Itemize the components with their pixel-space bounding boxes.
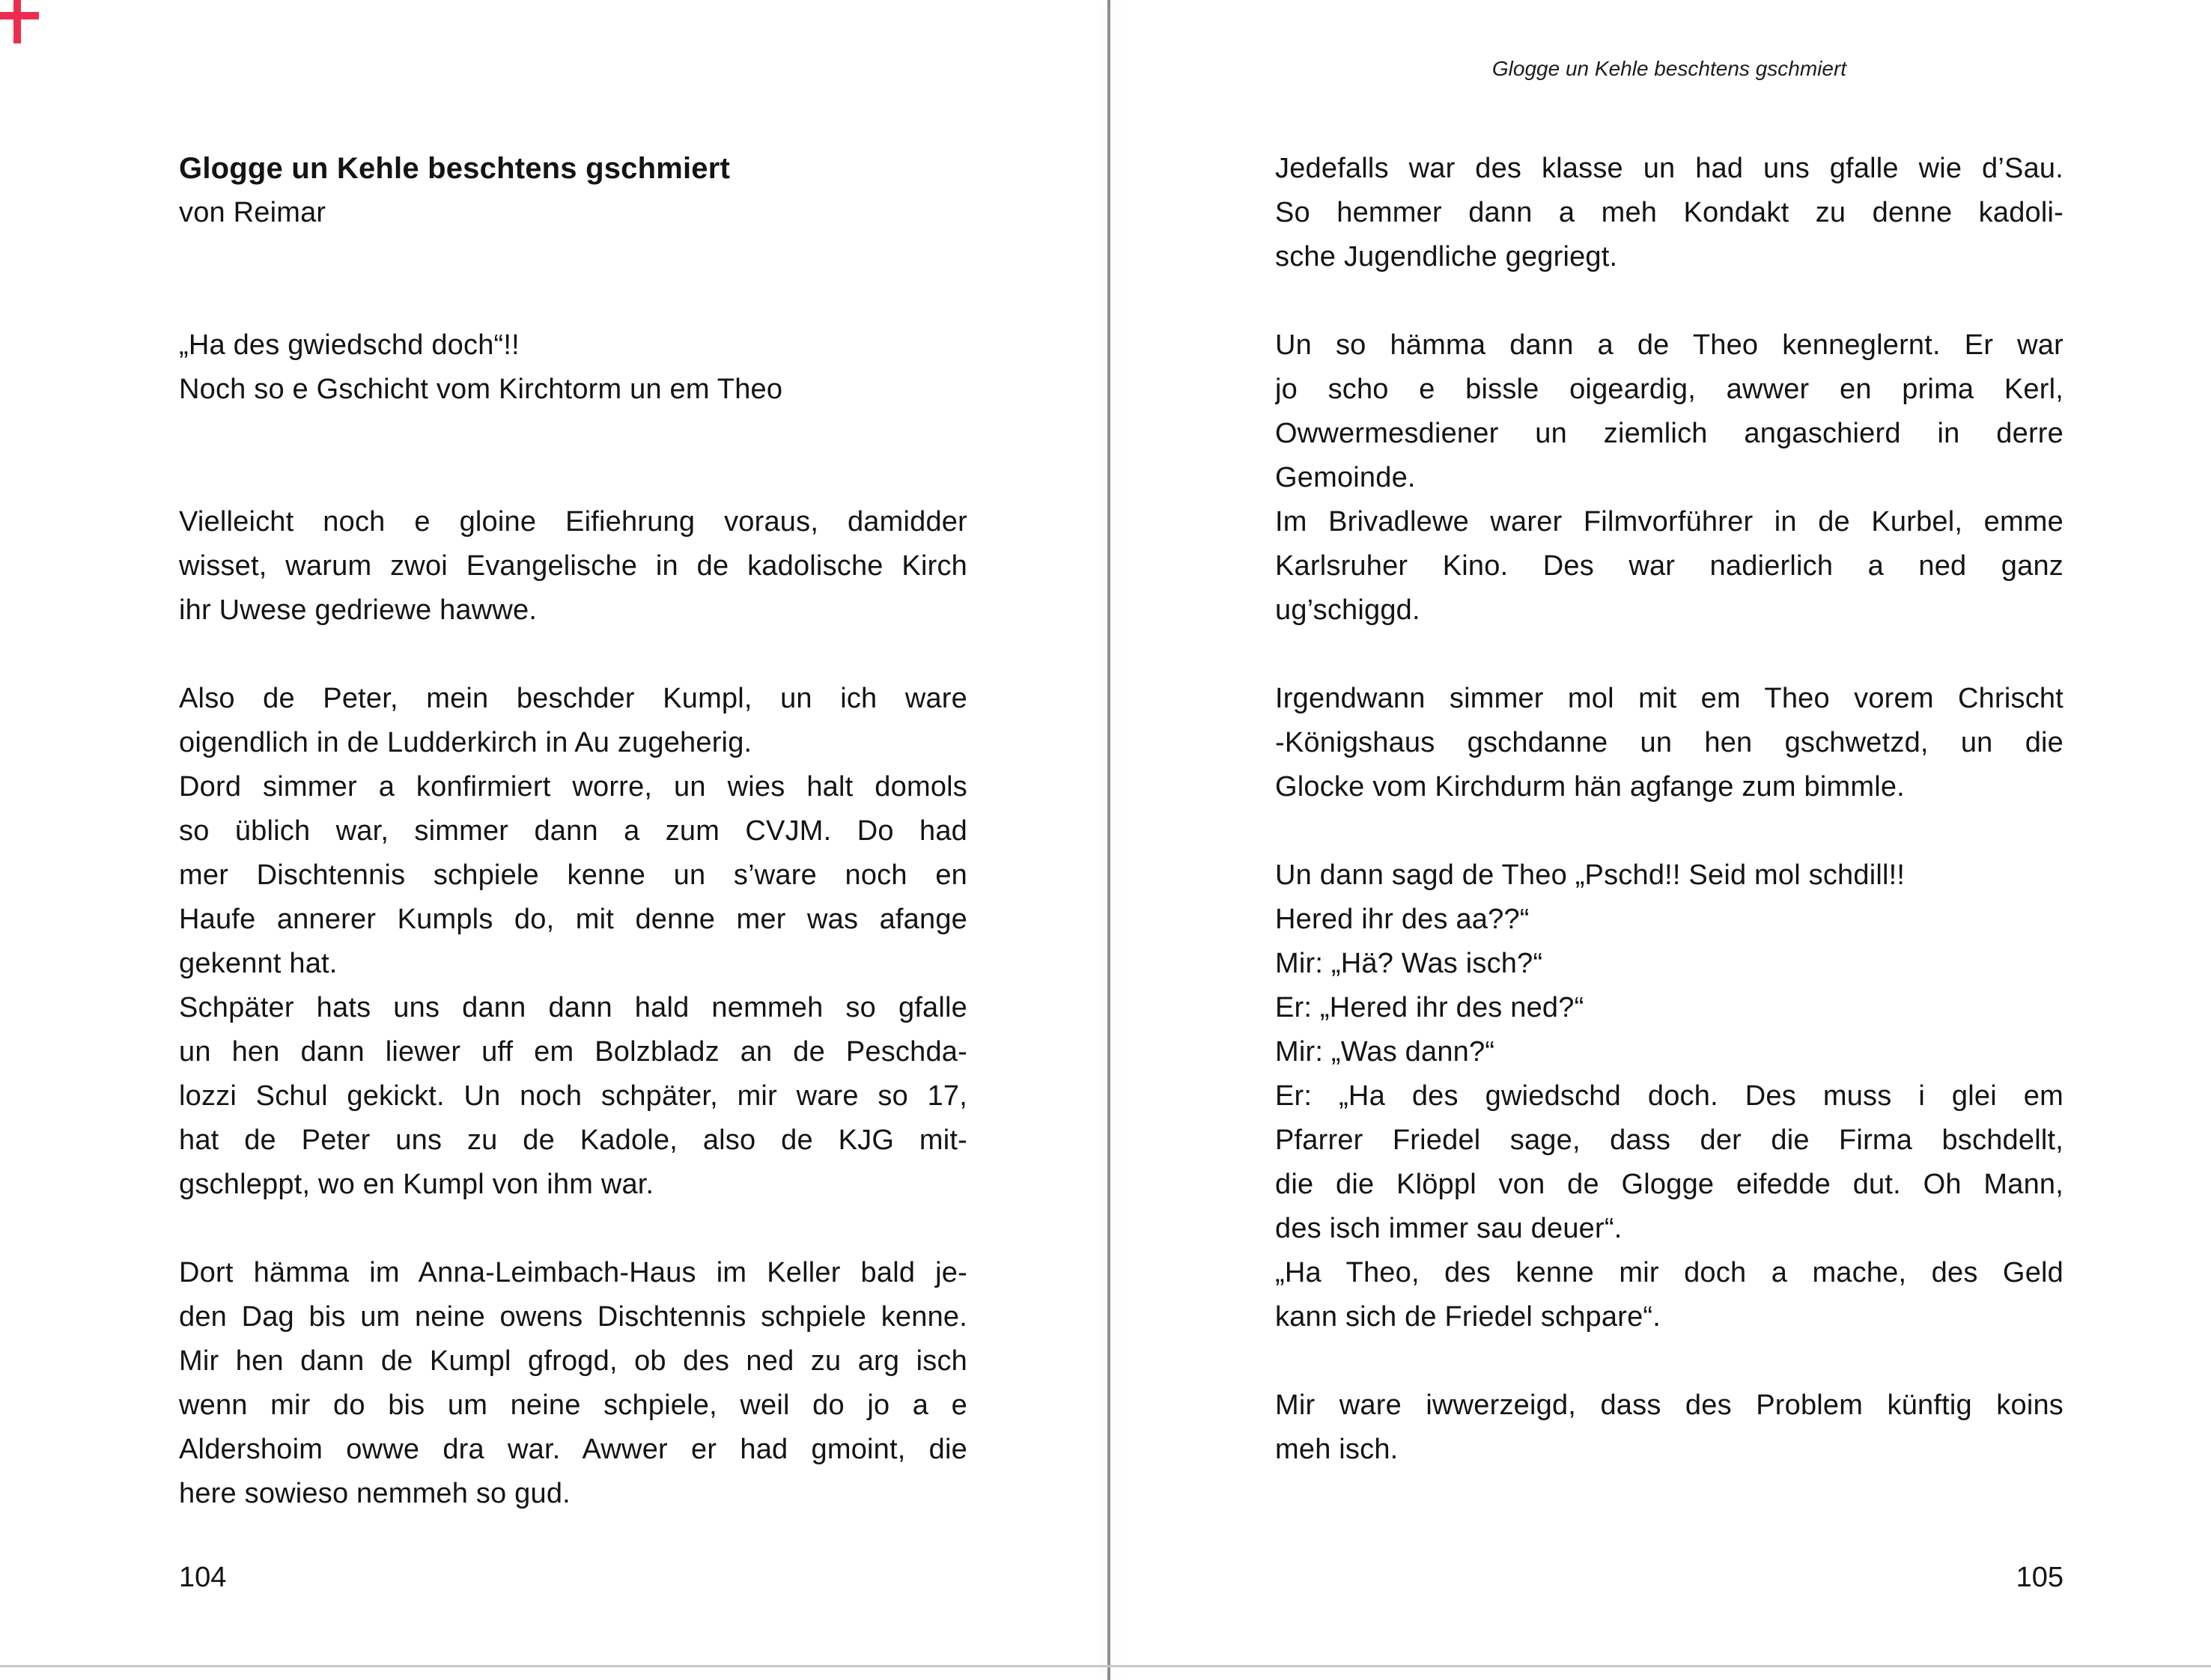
- blank-line: [1275, 279, 2064, 323]
- blank-line: [1275, 1339, 2064, 1384]
- text-line: so üblich war, simmer dann a zum CVJM. Do had: [179, 815, 967, 847]
- text-line: Er: „Hered ihr des ned?“: [1275, 992, 1584, 1023]
- text-line: So hemmer dann a meh Kondakt zu denne kadoli-: [1275, 197, 2064, 228]
- text-line: Mir: „Was dann?“: [1275, 1036, 1495, 1068]
- page-number-left: 104: [179, 1562, 227, 1593]
- text-line: jo scho e bissle oigeardig, awwer en prima Kerl,: [1275, 374, 2064, 405]
- text-line: von Reimar: [179, 197, 326, 228]
- text-line: Owwermesdiener un ziemlich angaschierd in derre: [1275, 418, 2064, 449]
- text-line: Im Brivadlewe warer Filmvorführer in de Kurbel, emme: [1275, 506, 2064, 538]
- crop-mark-icon: [0, 12, 39, 19]
- text-line: kann sich de Friedel schpare“.: [1275, 1301, 1661, 1333]
- text-line: Er: „Ha des gwiedschd doch. Des muss i glei em: [1275, 1080, 2064, 1112]
- text-line: hat de Peter uns zu de Kadole, also de KJG mit-: [179, 1124, 967, 1156]
- left-page-text: [179, 147, 967, 1516]
- text-line: here sowieso nemmeh so gud.: [179, 1478, 571, 1509]
- text-line: ug’schiggd.: [1275, 594, 1420, 626]
- blank-line: [179, 412, 967, 456]
- text-line: Un so hämma dann a de Theo kenneglernt. Er war: [1275, 329, 2064, 361]
- text-line: „Ha Theo, des kenne mir doch a mache, des Geld: [1275, 1257, 2064, 1288]
- blank-line: [179, 456, 967, 500]
- text-line: wisset, warum zwoi Evangelische in de kadolische Kirch: [179, 550, 967, 582]
- text-line: meh isch.: [1275, 1434, 1399, 1465]
- text-line: Pfarrer Friedel sage, dass der die Firma bschdellt,: [1275, 1124, 2064, 1156]
- text-line: Dord simmer a konfirmiert worre, un wies halt domols: [179, 771, 967, 803]
- text-line: Dort hämma im Anna-Leimbach-Haus im Keller bald je-: [179, 1257, 967, 1288]
- text-line: Jedefalls war des klasse un had uns gfalle wie d’Sau.: [1275, 153, 2064, 184]
- text-line: oigendlich in de Ludderkirch in Au zugeherig.: [179, 727, 752, 758]
- text-line: un hen dann liewer uff em Bolzbladz an de Peschda-: [179, 1036, 967, 1068]
- text-line: gekennt hat.: [179, 948, 338, 979]
- text-line: sche Jugendliche gegriegt.: [1275, 241, 1618, 273]
- blank-line: [179, 279, 967, 323]
- text-line: Haufe annerer Kumpls do, mit denne mer was afange: [179, 904, 967, 935]
- text-line: Karlsruher Kino. Des war nadierlich a ned ganz: [1275, 550, 2064, 582]
- page-bottom-edge: [0, 1665, 2211, 1667]
- blank-line: [179, 235, 967, 279]
- blank-line: [179, 633, 967, 677]
- text-line: wenn mir do bis um neine schpiele, weil do jo a e: [179, 1390, 967, 1421]
- text-line: Hered ihr des aa??“: [1275, 904, 1530, 935]
- blank-line: [179, 1207, 967, 1251]
- text-line: Mir hen dann de Kumpl gfrogd, ob des ned zu arg isch: [179, 1345, 967, 1377]
- text-line: ihr Uwese gedriewe hawwe.: [179, 594, 538, 626]
- page-gutter-divider: [1107, 0, 1110, 1680]
- text-line: die die Klöppl von de Glogge eifedde dut. Oh Mann,: [1275, 1169, 2064, 1200]
- text-line: gschleppt, wo en Kumpl von ihm war.: [179, 1169, 654, 1200]
- text-line: lozzi Schul gekickt. Un noch schpäter, mir ware so 17,: [179, 1080, 967, 1112]
- page-number-right: 105: [2016, 1562, 2064, 1593]
- text-line: Noch so e Gschicht vom Kirchtorm un em Theo: [179, 374, 783, 405]
- text-line: -Königshaus gschdanne un hen gschwetzd, un die: [1275, 727, 2064, 758]
- text-line: Un dann sagd de Theo „Pschd!! Seid mol schdill!!: [1275, 859, 1906, 891]
- text-line: Vielleicht noch e gloine Eifiehrung voraus, damidder: [179, 506, 967, 538]
- text-line: Also de Peter, mein beschder Kumpl, un ich ware: [179, 683, 967, 714]
- text-line: Glocke vom Kirchdurm hän agfange zum bimmle.: [1275, 771, 1905, 803]
- text-line: den Dag bis um neine owens Dischtennis schpiele kenne.: [179, 1301, 967, 1333]
- text-line: Aldershoim owwe dra war. Awwer er had gmoint, die: [179, 1434, 967, 1465]
- running-header: Glogge un Kehle beschtens gschmiert: [1491, 57, 1847, 80]
- crop-mark-icon: [13, 0, 21, 43]
- right-page-text: [1275, 147, 2064, 1472]
- text-line: Mir: „Hä? Was isch?“: [1275, 948, 1543, 979]
- blank-line: [1275, 809, 2064, 853]
- text-line: Glogge un Kehle beschtens gschmiert: [179, 152, 731, 185]
- text-line: Irgendwann simmer mol mit em Theo vorem Chrischt: [1275, 683, 2064, 714]
- text-line: mer Dischtennis schpiele kenne un s’ware noch en: [179, 859, 967, 891]
- blank-line: [1275, 633, 2064, 677]
- text-line: des isch immer sau deuer“.: [1275, 1213, 1622, 1244]
- text-line: „Ha des gwiedschd doch“!!: [179, 329, 520, 361]
- text-line: Schpäter hats uns dann dann hald nemmeh so gfalle: [179, 992, 967, 1023]
- text-line: Gemoinde.: [1275, 462, 1416, 493]
- text-line: Mir ware iwwerzeigd, dass des Problem künftig koins: [1275, 1390, 2064, 1421]
